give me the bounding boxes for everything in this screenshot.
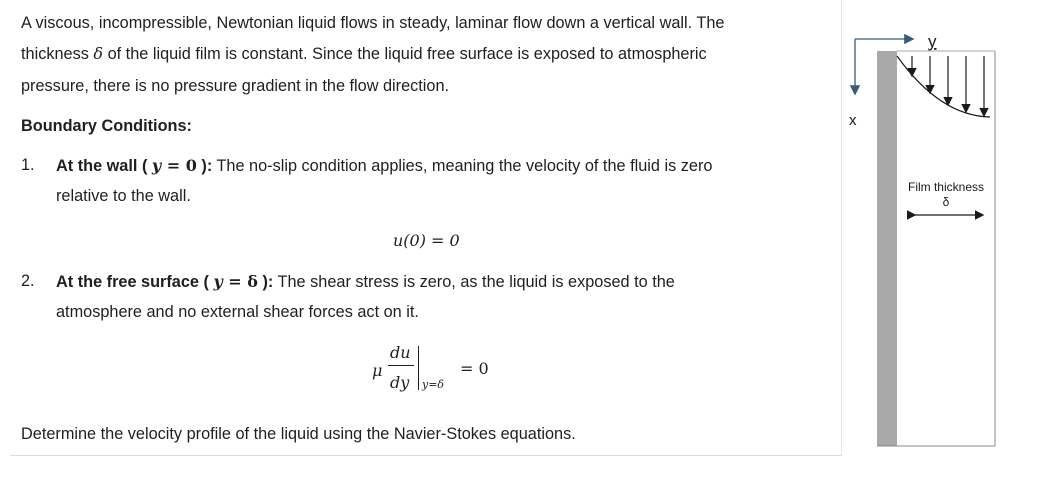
bc1-line-1 [56,156,712,176]
bc1-var: y [151,156,162,175]
bc2-line-2: atmosphere and no external shear forces act on it. [56,303,419,321]
eq-rhs: = 0 [460,359,489,378]
bc1-equation-text: u(0) = 0 [393,231,460,250]
eq-fraction-bar [388,365,414,366]
bc2-equation [370,342,500,398]
bc-heading-text: Boundary Conditions: [21,117,192,135]
intro-line-2 [21,44,707,64]
film-flow-diagram [842,20,1056,460]
bc1-title [56,157,212,175]
bc1-eq: = 0 [161,156,197,175]
bc1-equation [393,231,460,251]
bc-heading [21,116,192,136]
film-thickness-label: Film thickness [907,180,985,194]
eq-numerator: du [390,343,411,362]
bc1-title-post: ): [196,157,213,175]
bc2-var: y [213,272,223,291]
bc2-line-1 [56,272,675,292]
film-thickness-symbol: δ [942,195,950,209]
bc1-text: The no-slip condition applies, meaning the velocity of the fluid is zero [212,157,713,175]
bc1-number: 1. [21,156,35,174]
film-flow-figure [842,20,1056,460]
bc2-title-post: ): [257,273,274,291]
intro-line-3: pressure, there is no pressure gradient in the flow direction. [21,77,450,95]
y-axis-label: y [928,32,937,51]
bc2-title-pre: At the free surface ( [56,273,214,291]
closing-line: Determine the velocity profile of the liquid using the Navier-Stokes equations. [21,425,576,443]
bottom-divider [10,455,841,456]
velocity-profile-curve [897,56,990,117]
eq-denominator: dy [390,373,410,392]
bc2-eq: = δ [222,272,258,291]
x-axis-label: x [849,112,857,129]
wall [877,51,897,446]
bc2-number: 2. [21,272,35,290]
eq-eval-bar [418,346,419,390]
intro-line-1: A viscous, incompressible, Newtonian liquid flows in steady, laminar flow down a vertical wall. The [21,14,725,32]
bc1-line-2: relative to the wall. [56,187,191,205]
delta-symbol: δ [93,44,104,63]
intro-line-2-pre: thickness [21,45,94,63]
bc2-text: The shear stress is zero, as the liquid is exposed to the [273,273,675,291]
bc1-title-pre: At the wall ( [56,157,152,175]
bc2-title [56,273,273,291]
intro-line-2-post: of the liquid film is constant. Since the liquid free surface is exposed to atmospheric [103,45,707,63]
eq-mu: μ [372,361,383,380]
eq-subscript: y=δ [422,378,445,391]
